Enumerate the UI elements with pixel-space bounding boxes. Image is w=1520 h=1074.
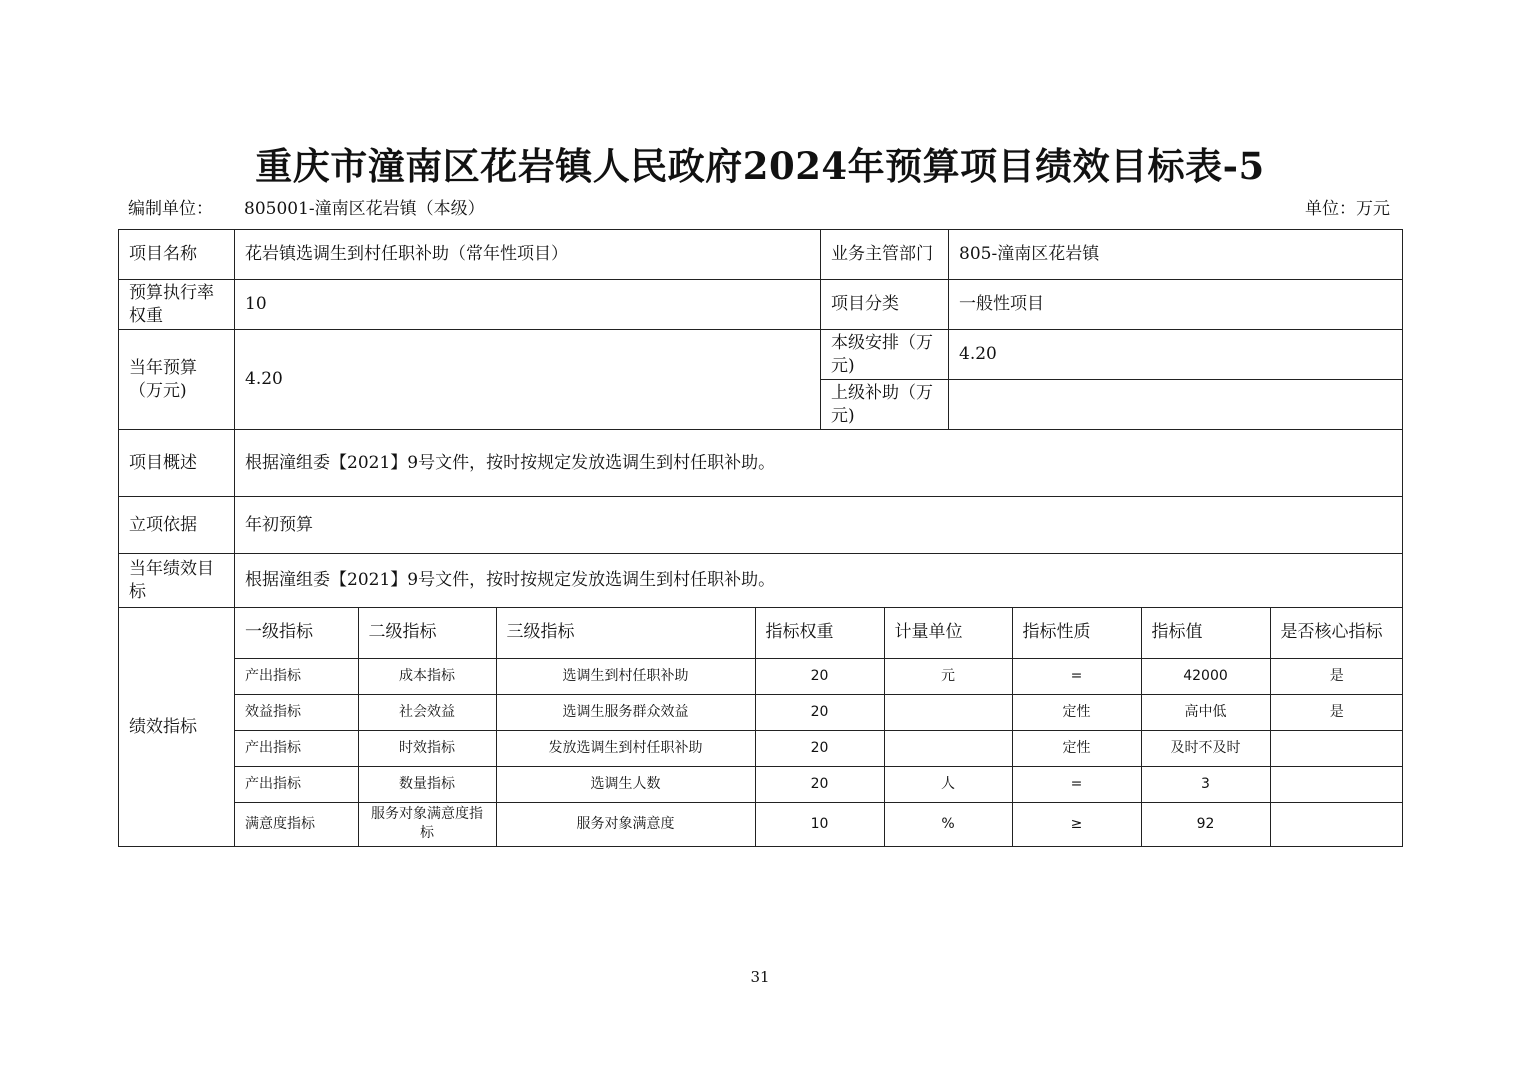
weight-cell: 20 bbox=[755, 658, 884, 694]
dept-value: 805-潼南区花岩镇 bbox=[949, 230, 1403, 280]
core-cell: 是 bbox=[1270, 658, 1403, 694]
perf-label: 绩效指标 bbox=[119, 608, 235, 847]
value-cell: 42000 bbox=[1141, 658, 1270, 694]
indicator-header-row bbox=[235, 608, 1403, 658]
weight-value: 10 bbox=[235, 280, 821, 330]
level1-cell: 产出指标 bbox=[235, 730, 358, 766]
table-row bbox=[235, 694, 1403, 730]
level3-cell: 选调生到村任职补助 bbox=[496, 658, 755, 694]
project-name: 花岩镇选调生到村任职补助（常年性项目） bbox=[235, 230, 821, 280]
nature-cell: 定性 bbox=[1012, 694, 1141, 730]
level2-cell: 社会效益 bbox=[358, 694, 496, 730]
level2-cell: 时效指标 bbox=[358, 730, 496, 766]
value-cell: 高中低 bbox=[1141, 694, 1270, 730]
header-cell: 三级指标 bbox=[496, 608, 755, 658]
core-cell bbox=[1270, 730, 1403, 766]
value-cell: 3 bbox=[1141, 766, 1270, 802]
table-row bbox=[235, 766, 1403, 802]
weight-cell: 20 bbox=[755, 694, 884, 730]
level3-cell: 发放选调生到村任职补助 bbox=[496, 730, 755, 766]
upper-value bbox=[949, 380, 1403, 430]
budget-label: 当年预算（万元) bbox=[119, 330, 235, 430]
indicator-table bbox=[235, 608, 1403, 846]
goal-value: 根据潼组委【2021】9号文件，按时按规定发放选调生到村任职补助。 bbox=[235, 554, 1403, 608]
weight-cell: 10 bbox=[755, 802, 884, 846]
level3-cell: 选调生服务群众效益 bbox=[496, 694, 755, 730]
category-label: 项目分类 bbox=[821, 280, 949, 330]
level2-cell: 成本指标 bbox=[358, 658, 496, 694]
level3-cell: 服务对象满意度 bbox=[496, 802, 755, 846]
core-cell bbox=[1270, 766, 1403, 802]
header-cell: 是否核心指标 bbox=[1270, 608, 1403, 658]
header-cell: 指标值 bbox=[1141, 608, 1270, 658]
table-row bbox=[235, 802, 1403, 846]
level3-cell: 选调生人数 bbox=[496, 766, 755, 802]
dept-label: 业务主管部门 bbox=[821, 230, 949, 280]
level1-cell: 满意度指标 bbox=[235, 802, 358, 846]
header-cell: 指标性质 bbox=[1012, 608, 1141, 658]
nature-cell: 定性 bbox=[1012, 730, 1141, 766]
indicator-block bbox=[235, 608, 1403, 847]
currency-unit: 单位：万元 bbox=[1305, 199, 1390, 219]
page-title: 重庆市潼南区花岩镇人民政府2024年预算项目绩效目标表-5 bbox=[255, 144, 1265, 188]
unit-cell: 元 bbox=[884, 658, 1012, 694]
unit-label: 编制单位： bbox=[128, 199, 213, 219]
basis-value: 年初预算 bbox=[235, 497, 1403, 554]
unit-value: 805001-潼南区花岩镇（本级） bbox=[244, 199, 485, 219]
project-name-label: 项目名称 bbox=[119, 230, 235, 280]
weight-cell: 20 bbox=[755, 766, 884, 802]
header-cell: 二级指标 bbox=[358, 608, 496, 658]
basis-label: 立项依据 bbox=[119, 497, 235, 554]
local-value: 4.20 bbox=[949, 330, 1403, 380]
page-number: 31 bbox=[750, 968, 770, 986]
nature-cell: ≥ bbox=[1012, 802, 1141, 846]
value-cell: 及时不及时 bbox=[1141, 730, 1270, 766]
nature-cell: = bbox=[1012, 766, 1141, 802]
level2-cell: 数量指标 bbox=[358, 766, 496, 802]
performance-table bbox=[118, 229, 1403, 847]
header-cell: 计量单位 bbox=[884, 608, 1012, 658]
header-cell: 指标权重 bbox=[755, 608, 884, 658]
overview-value: 根据潼组委【2021】9号文件，按时按规定发放选调生到村任职补助。 bbox=[235, 430, 1403, 497]
level1-cell: 产出指标 bbox=[235, 766, 358, 802]
category-value: 一般性项目 bbox=[949, 280, 1403, 330]
goal-label: 当年绩效目标 bbox=[119, 554, 235, 608]
level2-cell: 服务对象满意度指标 bbox=[358, 802, 496, 846]
weight-label: 预算执行率权重 bbox=[119, 280, 235, 330]
level1-cell: 效益指标 bbox=[235, 694, 358, 730]
budget-value: 4.20 bbox=[235, 330, 821, 430]
weight-cell: 20 bbox=[755, 730, 884, 766]
core-cell: 是 bbox=[1270, 694, 1403, 730]
nature-cell: = bbox=[1012, 658, 1141, 694]
local-label: 本级安排（万元) bbox=[821, 330, 949, 380]
table-row bbox=[235, 658, 1403, 694]
unit-cell: % bbox=[884, 802, 1012, 846]
value-cell: 92 bbox=[1141, 802, 1270, 846]
upper-label: 上级补助（万元) bbox=[821, 380, 949, 430]
level1-cell: 产出指标 bbox=[235, 658, 358, 694]
unit-cell: 人 bbox=[884, 766, 1012, 802]
overview-label: 项目概述 bbox=[119, 430, 235, 497]
core-cell bbox=[1270, 802, 1403, 846]
unit-cell bbox=[884, 694, 1012, 730]
table-row bbox=[235, 730, 1403, 766]
header-cell: 一级指标 bbox=[235, 608, 358, 658]
unit-cell bbox=[884, 730, 1012, 766]
